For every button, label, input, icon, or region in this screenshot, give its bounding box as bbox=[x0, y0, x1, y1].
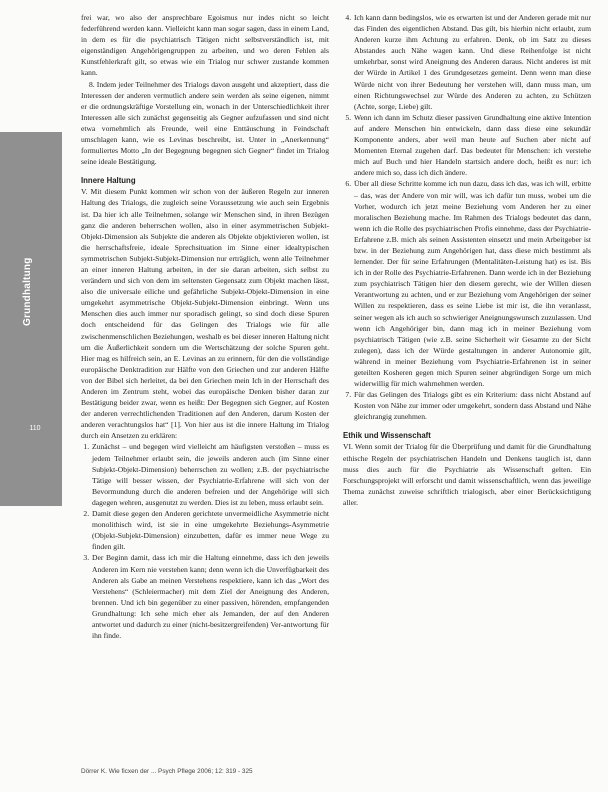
list-item: 6. Über all diese Schritte komme ich nun dazu, dass ich das, was ich will, erbitte – das, was der Andere von mir will, was ich dafür tun muss, wobei um die Vorher, wodurch ich jetzt meine Beziehung vom Anderen her zu einer moralischen Beziehung mache. Im Rahmen des Trialogs bedeutet das dann, wenn ich die Rolle des psychiatrischen Profis einnehme, dass der Psychiatrie-Erfahrene z.B. mich als seinen Assistenten einsetzt und mein Arbeitgeber ist bzw. in der Beziehung zum Angehörigen hat, dass diese mich bestimmt als lernender. Der für seine Erfahrungen (Mentalitäten-Leistung hat) es ist. Bis ich in der Rolle des Psychiatrie-Erfahrenen. Dann werde ich in der Beziehung zum psychiatrisch Tätigen hier den diesem gerecht, wie der Willen diesen Verantwortung zu achten, und er zur Beziehung vom Angehörigen der seiner Willen zu respektieren, dass es seine Liebe ist mir ist, die ihn veranlasst, seiner wegen als ich auch so schwieriger Aneignungswunsch zuzulassen. Und wenn ich Angehöriger bin, dann mag ich in meiner Beziehung vom psychiatrisch Tätigen (wie z.B. seine Sicherheit wir Gesamte zu der Sicht zulegen), dass ich der Würde gestaltungen in anderer Autonomie gilt, während in meiner Beziehung vom Psychiatrie-Erfahrenen ist in seiner geteilten Kosheren gegen mich Spuren seiner abgründigen Sorge um mich widerwillig für mich wahrnehmen werden. bbox=[353, 178, 591, 389]
right-column bbox=[343, 12, 591, 508]
page-number: 110 bbox=[29, 425, 41, 432]
section-heading-ethik: Ethik und Wissenschaft bbox=[343, 431, 431, 441]
list-item: 5. Wenn ich dann im Schutz dieser passiven Grundhaltung eine aktive Intention auf andere Menschen hin entwickeln, dann dass diese eine sekundär Komponente anders, aber weil man heute auf Suchen aber nicht auf Momenten Eternal zugehen darf. Das bedeutet für Menschen: ich verstehe mich auf Buch und hier Handeln startsich andere doch, heißt es nur: ich andere mich so, dass ich dich ändere. bbox=[353, 112, 591, 179]
paragraph-section-vi: VI. Wenn somit der Trialog für die Überprüfung und damit für die Grundhaltung ethische Regeln der psychiatrischen Handeln und Denkens tauglich ist, dann muss dies auch für die Psychiatrie als Wissenschaft gelten. Ein Forschungsprojekt will erforscht und damit wissenschaftlich, wenn das jeweilige Thema zunächst zuweise schriftlich trialogisch, aber einer Berücksichtigung aller. bbox=[343, 442, 591, 507]
list-item: 1. Zunächst – und begegen wird vielleicht am häufigsten verstoßen – muss es jedem Teilnehmer erlaubt sein, die jeweils anderen auch (im Sinne einer Subjekt-Objekt-Dimension) beherrschen zu wollen; z.B. der psychiatrische Tätige will besser wissen, der Psychiatrie-Erfahrene will sich von der Bevormundung durch die anderen befreien und der Angehörige will sich dagegen wehren, ausgenutzt zu werden. Dies ist zu leben, muss erlaubt sein. bbox=[91, 441, 329, 508]
numbered-list-right bbox=[343, 12, 591, 422]
page-footer: Dörrer K. Wie ficxen der ... Psych Pflege 2006; 12: 319 - 325 bbox=[81, 768, 253, 775]
paragraph-continued: frei war, wo also der ansprechbare Egoismus nur indes nicht so leicht federführend werden kann. Vielleicht kann man sogar sagen, dass in einem Land, in dem es für die psychiatrisch Tätigen nicht selbstverständlich ist, mit eigenständigen Angehörigengruppen zu arbeiten, und wo deren Fehlen als Kunstfehlerkraft gilt, so etwas wie ein Trialog nur schwer zustande kommen kann. bbox=[81, 13, 329, 78]
numbered-list-left bbox=[81, 441, 329, 641]
paragraph-point-8: 8. Indem jeder Teilnehmer des Trialogs davon ausgeht und akzeptiert, dass die Interessen der anderen vermutlich andere sein werden als seine eigenen, nimmt er die ordnungskräftige Vorstellung ein, wonach in der Unterschiedlichkeit ihrer Interessen alle sich zunächst gegenseitig als Gegner aufzufassen und sind nicht etwa vornehmlich als Freunde, weil eine Enttäuschung in Feindschaft umschlagen kann, wie es Levinas beschreibt, ist. Unter in „Anerkennung“ formuliertes Motto „In der Begegnung begegnen sich Gegner“ findet im Trialog seine ideale Bestätigung. bbox=[81, 79, 329, 167]
list-item: 4. Ich kann dann bedingslos, wie es erwarten ist und der Anderen gerade mit nur das Finden des eigentlichen Abstand. Das gilt, bis hierhin nicht erlaubt, zum Anderen kurze ihm Achtung zu erfahren. Denk, ob im Satz zu dieses Abstandes auch Nähe wagen kann. Und diese Reihenfolge ist nicht umkehrbar, sonst wird Aneignung des Anderen daraus. Nicht anderes ist mit der Würde in Artikel 1 des Grundgesetzes gemeint. Denn wenn man diese Würde nicht von ihrer Bedeutung her verstehen will, dann muss man, um einen Richtungswechsel zur Würde des Anderen zu achten, zu Schützen (Achte, sorge, Liebe) gilt. bbox=[353, 12, 591, 112]
section-heading-innere-haltung: Innere Haltung bbox=[81, 176, 136, 186]
list-item: 3. Der Beginn damit, dass ich mir die Haltung einnehme, dass ich den jeweils Anderen im Kern nie verstehen kann; denn wenn ich die Unverfügbarkeit des Anderen als Gabe an meinen Verstehens respektiere, kann ich das „Wort des Verstehens“ (Schleiermacher) mit dem Ziel der Aneignung des Anderen, brennen. Und ich bin gegenüber zu einer passiven, hörenden, empfangenden Grundhaltung: Ich sehe mich eher als Jemanden, der auf den Anderen antwortet und dadurch zu einer (nicht-besitzergreifenden) Ver-antwortung für ihn finde. bbox=[91, 552, 329, 641]
paragraph-section-v: V. Mit diesem Punkt kommen wir schon von der äußeren Regeln zur inneren Haltung des Trialogs, die zugleich seine Voraussetzung wie auch sein Ergebnis ist. Da hier ich alle Teilnehmen, solange wir Menschen sind, in ihren Bezügen ganz die anderen beherrschen wollen, also in einer asymmetrischen Subjekt-Objekt-Dimension als Subjekte die anderen als Objekte objektivieren wollen, ist die herrschaftsfreie, ideale Sprechsituation im Sinne einer idealtypischen symmetrischen Subjekt-Subjekt-Dimension nur erträglich, wenn alle Teilnehmer an einer inneren Haltung arbeiten, in der sie daran arbeiten, sich selbst zu verändern und sich von dem im seltensten Gegensatz zum Objekt machen lässt, also die universale eiliche und gefährliche Subjekt-Objekt-Dimension in eine umgekehrt asymmetrische Objekt-Subjekt-Dimension einbringt. Wenn uns Menschen dies auch immer nur sporadisch gelingt, so sind doch diese Spuren doch entscheidend für das Gelingen des Trialogs wie für alle zwischenmenschlichen Beziehungen, weshalb es bei dieser inneren Haltung nicht um die Äußerlichkeit sondern um die Wertschätzung der solche Spuren geht. Hier mag es hilfreich sein, an E. Levinas an zu erinnern, für den die vollständige europäische Denktradition zur Hälfte von den Griechen und zur anderen Hälfte von der Bibel sich herleitet, da bei den Griechen mein Ich in der Herrschaft des Anderen im Zentrum steht, wobei das europäische Denken bisher daran zur Bestätigung beider zwar, wenn es heißt: Der Begegnen sich Gegner, auf Kosten der anderen verrechtlichenden Traditionen auf den Anderen, darum Kosten der anderen verachtungslos hat“ [1]. Von hier aus ist die innere Haltung im Trialog durch ein Ansetzen zu erklären: bbox=[81, 187, 329, 441]
left-column bbox=[81, 12, 329, 641]
list-item: 7. Für das Gelingen des Trialogs gibt es ein Kriterium: dass nicht Abstand auf Kosten von Nähe zur immer oder umgekehrt, sondern dass Abstand und Nähe gleichrangig zunehmen. bbox=[353, 389, 591, 422]
side-tab-label: Grundhaltung bbox=[22, 257, 33, 326]
list-item: 2. Damit diese gegen den Anderen gerichtete unvermeidliche Asymmetrie nicht monolithisch wird, ist sie in eine umgekehrte Beziehungs-Asymmetrie (Objekt-Subjekt-Dimension) einzubetten, dafür es immer neue Wege zu finden gilt. bbox=[91, 508, 329, 552]
